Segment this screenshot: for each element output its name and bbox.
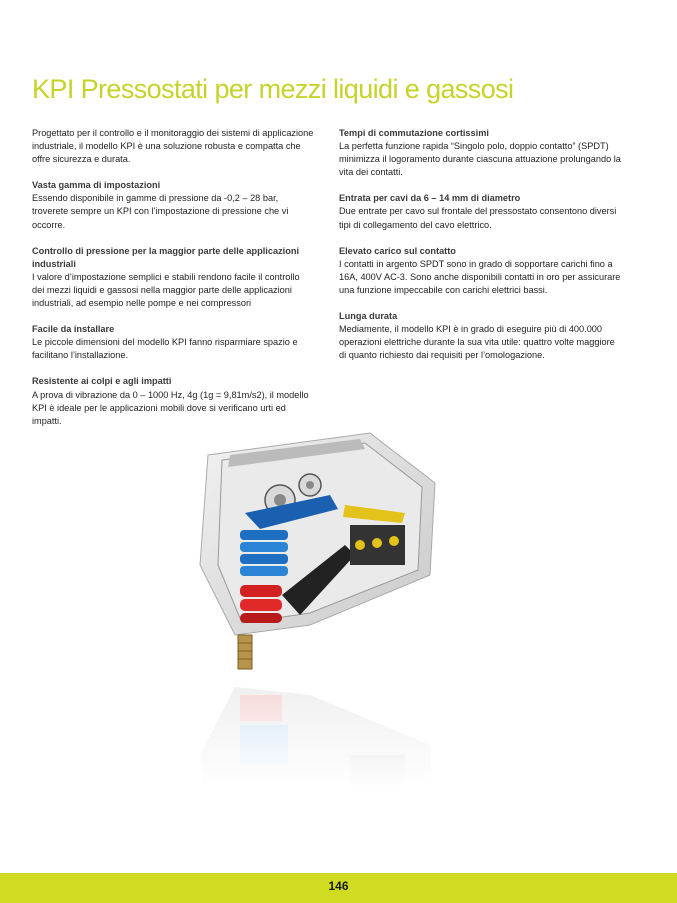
section-heading: Vasta gamma di impostazioni xyxy=(32,180,161,191)
intro-section xyxy=(32,127,314,166)
feature-long-life xyxy=(339,310,622,362)
feature-contact-load xyxy=(339,245,622,297)
section-body: Essendo disponibile in gamme di pressione da -0,2 – 28 bar, troverete sempre un KPI con l’impostazione di pressione che vi occorre. xyxy=(32,193,289,230)
section-heading: Controllo di pressione per la maggior parte delle applicazioni industriali xyxy=(32,245,299,269)
section-body: La perfetta funzione rapida “Singolo polo, doppio contatto” (SPDT) minimizza il logoramento durante ciascuna attuazione prolungando la vita dei contatti. xyxy=(339,141,621,178)
feature-switching-times xyxy=(339,127,622,179)
intro-text: Progettato per il controllo e il monitoraggio dei sistemi di applicazione industriale, il modello KPI è una soluzione robusta e compatta che offre sicurezza e durata. xyxy=(32,128,314,165)
left-column xyxy=(32,127,314,441)
section-heading: Resistente ai colpi e agli impatti xyxy=(32,376,172,387)
section-body: Mediamente, il modello KPI è in grado di eseguire più di 400.000 operazioni elettriche durante la sua vita utile: quattro volte maggiore di quanto richiesto dai requisiti per l’omologazione. xyxy=(339,324,615,361)
section-body: Le piccole dimensioni del modello KPI fanno risparmiare spazio e facilitano l’installazione. xyxy=(32,337,298,361)
section-heading: Tempi di commutazione cortissimi xyxy=(339,128,489,138)
section-heading: Facile da installare xyxy=(32,324,115,335)
section-heading: Elevato carico sul contatto xyxy=(339,245,456,256)
feature-easy-install xyxy=(32,323,314,362)
page-title: KPI Pressostati per mezzi liquidi e gassosi xyxy=(32,74,514,104)
pressure-switch-image xyxy=(160,425,470,880)
feature-settings-range xyxy=(32,179,314,231)
section-heading: Lunga durata xyxy=(339,311,398,322)
section-heading: Entrata per cavi da 6 – 14 mm di diametro xyxy=(339,193,521,204)
section-body: A prova di vibrazione da 0 – 1000 Hz, 4g (1g = 9,81m/s2), il modello KPI è ideale per le applicazioni mobili dove si verificano urti ed impatti. xyxy=(32,389,309,426)
right-column xyxy=(339,127,622,375)
section-body: I valore d’impostazione semplici e stabili rendono facile il controllo dei mezzi liquidi e gassosi nella maggior parte delle applicazioni industriali, ad esempio nelle pompe e nei compressori xyxy=(32,271,300,309)
footer-bar xyxy=(0,873,677,903)
feature-pressure-control xyxy=(32,245,314,310)
section-body: Due entrate per cavo sul frontale del pressostato consentono diversi tipi di collegamento del cavo elettrico. xyxy=(339,206,617,230)
feature-shock-resistant xyxy=(32,375,314,427)
page-number: 146 xyxy=(328,879,349,893)
device-body xyxy=(200,433,435,669)
feature-cable-entry xyxy=(339,192,622,231)
section-body: I contatti in argento SPDT sono in grado di sopportare carichi fino a 16A, 400V AC-3. Sono anche disponibili contatti in oro per assicurare una funzione impeccabile con carichi elettrici bassi. xyxy=(339,258,621,295)
